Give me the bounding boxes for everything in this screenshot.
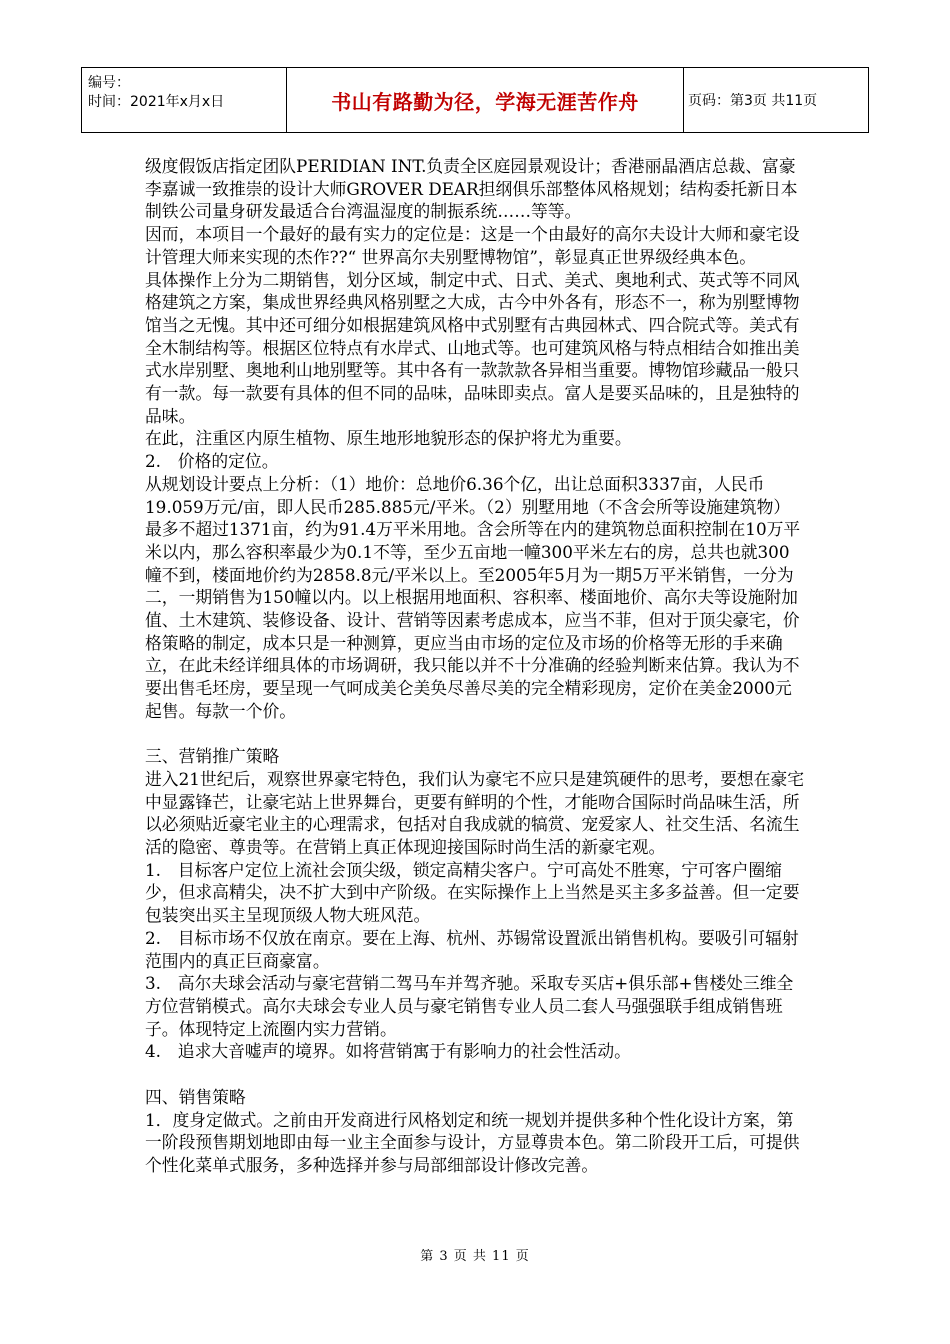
list-item: 2. 价格的定位。 — [145, 451, 279, 472]
page-footer: 第 3 页 共 11 页 — [420, 1249, 530, 1264]
page-header — [81, 67, 869, 133]
paragraph: 在此，注重区内原生植物、原生地形地貌形态的保护将尤为重要。 — [145, 428, 632, 449]
paragraph: 具体操作上分为二期销售，划分区域，制定中式、日式、美式、奥地利式、英式等不同风格建筑之方案，集成世界经典风格别墅之大成，古今中外各有，形态不一，称为别墅博物馆当之无愧。其中还可细分如根据建筑风格中式别墅有古典园林式、四合院式等。美式有全木制结构等。根据区位特点有水岸式、山地式等。也可建筑风格与特点相结合如推出美式水岸别墅、奥地利山地别墅等。其中各有一款款款各异相当重要。博物馆珍藏品一般只有一款。每一款要有具体的但不同的品味，品味即卖点。富人是要买品味的，且是独特的品味。 — [145, 269, 800, 426]
document-date: 时间：2021年x月x日 — [88, 94, 225, 110]
paragraph: 从规划设计要点上分析：（1）地价：总地价6.36个亿，出让总面积3337亩，人民币19.059万元/亩，即人民币285.885元/平米。（2）别墅用地（不含会所等设施建筑物）最多不超过1371亩，约为91.4万平米用地。含会所等在内的建筑物总面积控制在10万平米以内，那么容积率最少为0.1不等，至少五亩地一幢300平米左右的房，总共也就300幢不到，楼面地价约为2858.8元/平米以上。至2005年5月为一期5万平米销售，一分为二，一期销售为150幢以内。以上根据用地面积、容积率、楼面地价、高尔夫等设施附加值、土木建筑、装修设备、设计、营销等因素考虑成本，应当不菲，但对于顶尖豪宅，价格策略的制定，成本只是一种测算，更应当由市场的定位及市场的价格等无形的手来确立，在此未经详细具体的市场调研，我只能以并不十分准确的经验判断来估算。我认为不要出售毛坯房，要呈现一气呵成美仑美奂尽善尽美的完全精彩现房，定价在美金2000元起售。每款一个价。 — [145, 473, 801, 721]
header-motto: 书山有路勤为径，学海无涯苦作舟 — [287, 68, 684, 132]
list-item: 2. 目标市场不仅放在南京。要在上海、杭州、苏锡常设置派出销售机构。要吸引可辐射范围内的真正巨商豪富。 — [145, 927, 799, 971]
list-item: 1. 目标客户定位上流社会顶尖级，锁定高精尖客户。宁可高处不胜寒，宁可客户圈缩少，但求高精尖，决不扩大到中产阶级。在实际操作上上当然是买主多多益善。但一定要包装突出买主呈现顶级人物大班风范。 — [145, 859, 800, 926]
list-item: 4. 追求大音嘘声的境界。如将营销寓于有影响力的社会性活动。 — [145, 1041, 631, 1062]
paragraph: 因而，本项目一个最好的最有实力的定位是：这是一个由最好的高尔夫设计大师和豪宅设计管理大师来实现的杰作??“ 世界高尔夫别墅博物馆”，彰显真正世界级经典本色。 — [145, 224, 800, 267]
spacer — [145, 723, 805, 746]
header-page-info: 页码：第3页 共11页 — [688, 93, 818, 109]
paragraph: 级度假饭店指定团队PERIDIAN INT.负责全区庭园景观设计；香港丽晶酒店总裁、富豪李嘉诚一致推崇的设计大师GROVER DEAR担纲俱乐部整体风格规划；结构委托新日本制铁公司量身研发最适合台湾温湿度的制振系统……等等。 — [145, 156, 798, 222]
document-number: 编号： — [88, 75, 130, 91]
paragraph: 进入21世纪后，观察世界豪宅特色，我们认为豪宅不应只是建筑硬件的思考，要想在豪宅中显露锋芒，让豪宅站上世界舞台，更要有鲜明的个性，才能吻合国际时尚品味生活，所以必须贴近豪宅业主的心理需求，包括对自我成就的犒赏、宠爱家人、社交生活、名流生活的隐密、尊贵等。在营销上真正体现迎接国际时尚生活的新豪宅观。 — [145, 768, 805, 858]
document-body — [145, 155, 805, 1177]
section-heading: 四、销售策略 — [145, 1086, 246, 1107]
paragraph: 1．度身定做式。之前由开发商进行风格划定和统一规划并提供多种个性化设计方案，第一阶段预售期划地即由每一业主全面参与设计，方显尊贵本色。第二阶段开工后，可提供个性化菜单式服务，多种选择并参与局部细部设计修改完善。 — [145, 1109, 800, 1175]
section-heading: 三、营销推广策略 — [145, 746, 280, 767]
list-item: 3. 高尔夫球会活动与豪宅营销二驾马车并驾齐驰。采取专买店+俱乐部+售楼处三维全方位营销模式。高尔夫球会专业人员与豪宅销售专业人员二套人马强强联手组成销售班子。体现特定上流圈内实力营销。 — [145, 973, 794, 1039]
header-meta — [82, 68, 287, 132]
spacer — [145, 1063, 805, 1086]
